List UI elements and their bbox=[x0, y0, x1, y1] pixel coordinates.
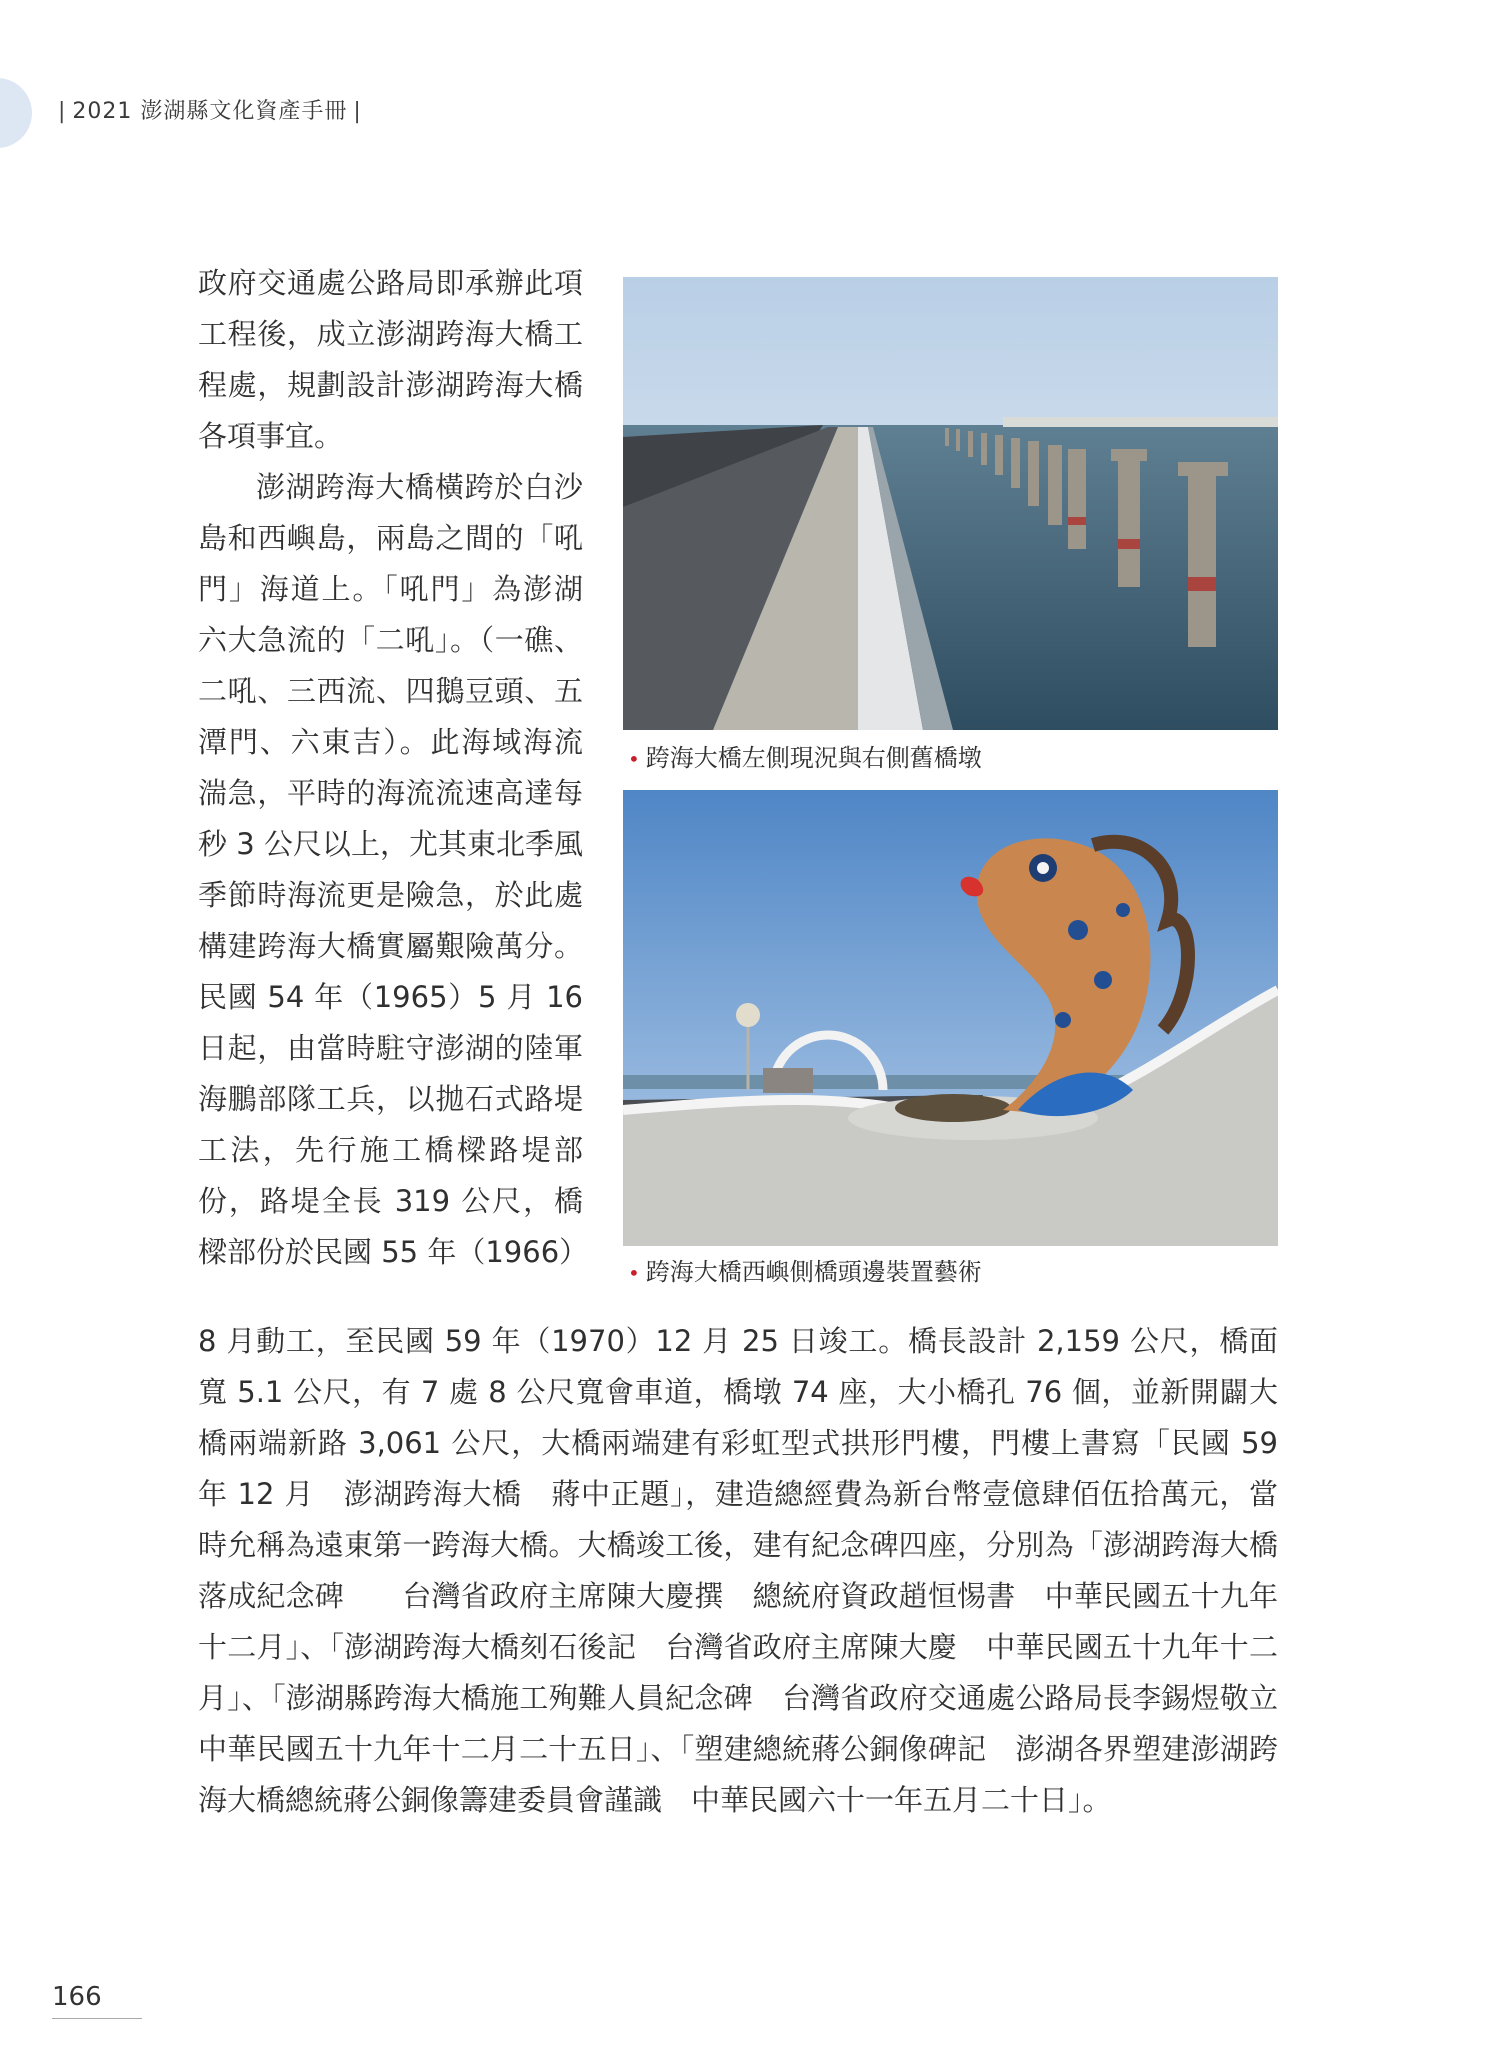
header-bar-left: | bbox=[58, 99, 67, 124]
caption-bullet-icon: • bbox=[628, 747, 640, 771]
caption-text: 跨海大橋左側現況與右側舊橋墩 bbox=[645, 744, 982, 772]
fish-sculpture-photo bbox=[623, 790, 1278, 1246]
header-title: 2021 澎湖縣文化資產手冊 bbox=[72, 99, 348, 124]
full-width-paragraph: 8 月動工，至民國 59 年（1970）12 月 25 日竣工。橋長設計 2,159 公尺，橋面寬 5.1 公尺，有 7 處 8 公尺寬會車道，橋墩 74 座，大小橋孔 76 個，並新開闢大橋兩端新路 3,061 公尺，大橋兩端建有彩虹型式拱形門樓，門樓上書寫「民國 59 年 12 月 澎湖跨海大橋 蔣中正題」，建造總經費為新台幣壹億肆佰伍拾萬元，當時允稱為遠東第一跨海大橋。大橋竣工後，建有紀念碑四座，分別為「澎湖跨海大橋落成紀念碑 台灣省政府主席陳大慶撰 總統府資政趙恒惕書 中華民國五十九年十二月」、「澎湖跨海大橋刻石後記 台灣省政府主席陳大慶 中華民國五十九年十二月」、「澎湖縣跨海大橋施工殉難人員紀念碑 台灣省政府交通處公路局長李錫煜敬立 中華民國五十九年十二月二十五日」、「塑建總統蔣公銅像碑記 澎湖各界塑建澎湖跨海大橋總統蔣公銅像籌建委員會謹識 中華民國六十一年五月二十日」。 bbox=[198, 1324, 1308, 1817]
header-bar-right: | bbox=[353, 99, 362, 124]
caption-text: 跨海大橋西嶼側橋頭邊裝置藝術 bbox=[645, 1258, 982, 1286]
bridge-photo-illustration bbox=[623, 277, 1278, 730]
column-paragraph-1: 政府交通處公路局即承辦此項工程後，成立澎湖跨海大橋工程處，規劃設計澎湖跨海大橋各項事宜。 bbox=[198, 266, 583, 453]
corner-tab-decoration bbox=[0, 78, 32, 148]
caption-bullet-icon: • bbox=[628, 1261, 640, 1285]
full-width-text bbox=[198, 1316, 1308, 1826]
running-header bbox=[52, 94, 368, 125]
figure-caption-1 bbox=[628, 738, 982, 773]
column-text bbox=[198, 258, 589, 1278]
page-number: 166 bbox=[52, 1982, 142, 2019]
fish-sculpture-illustration bbox=[623, 790, 1278, 1246]
bridge-photo bbox=[623, 277, 1278, 730]
column-paragraph-2: 澎湖跨海大橋橫跨於白沙島和西嶼島，兩島之間的「吼門」海道上。「吼門」為澎湖六大急流的「二吼」。（一礁、二吼、三西流、四鵝豆頭、五潭門、六東吉）。此海域海流湍急，平時的海流流速高達每秒 3 公尺以上，尤其東北季風季節時海流更是險急，於此處構建跨海大橋實屬艱險萬分。民國 54 年（1965）5 月 16 日起，由當時駐守澎湖的陸軍海鵬部隊工兵，以拋石式路堤工法，先行施工橋樑路堤部份，路堤全長 319 公尺，橋樑部份於民國 55 年（1966） bbox=[198, 470, 589, 1269]
figure-caption-2 bbox=[628, 1252, 982, 1287]
